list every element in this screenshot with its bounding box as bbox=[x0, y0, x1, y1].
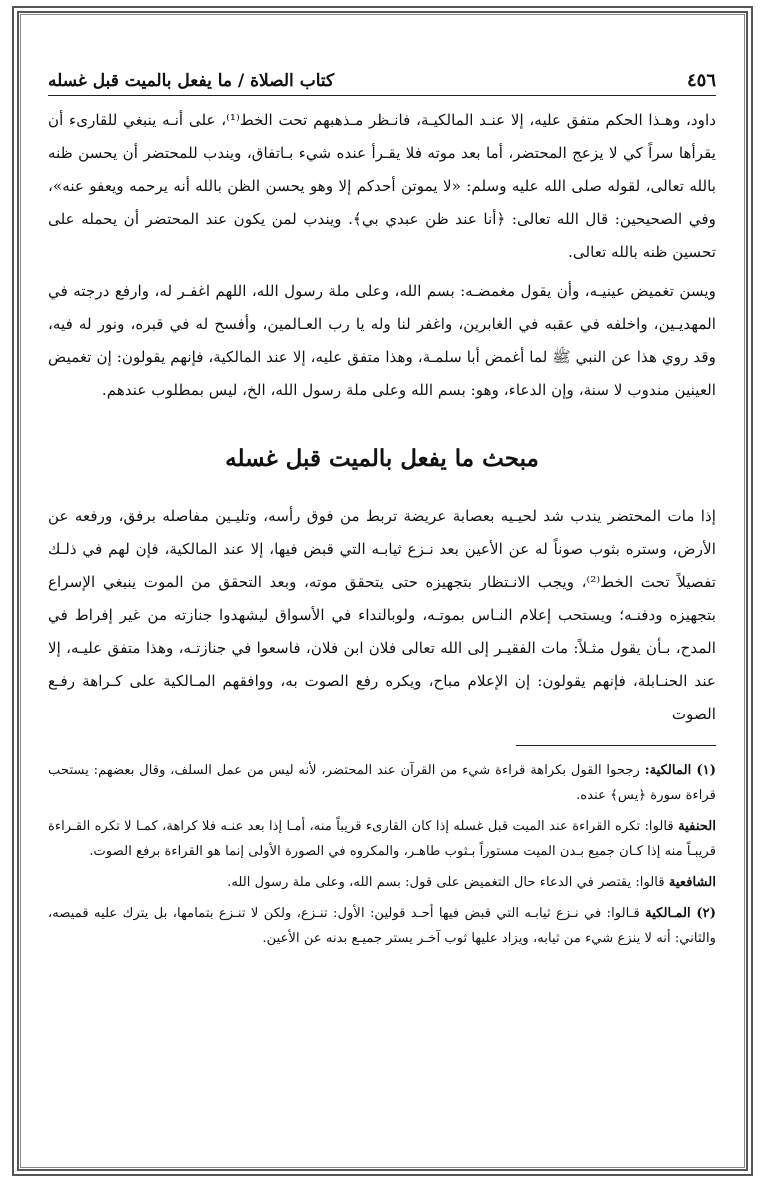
footnote-divider bbox=[516, 745, 716, 746]
page-content bbox=[48, 70, 716, 957]
section-title: مبحث ما يفعل بالميت قبل غسله bbox=[225, 445, 539, 472]
footnote bbox=[48, 758, 716, 808]
header-title: كتاب الصلاة / ما يفعل بالميت قبل غسله bbox=[48, 71, 335, 91]
paragraph-2: ويسن تغميض عينيـه، وأن يقول مغمضـه: بسم الله، وعلى ملة رسول الله، اللهم اغفـر له، وارفع درجته في المهديـين، واخلفه في عقبه في الغابرين، واغفر لنا وله يا رب العـالمين، وأفسح له في قبره، ونور له فيه، وقد روي هذا عن النبي ﷺ لما أغمض أبا سلمـة، وهذا متفق عليه، إلا عند المالكية، فإنهم يقولون: إن تغميض العينين مندوب لا سنة، وإن الدعاء، وهو: بسم الله وعلى ملة رسول الله، الخ، ليس بمطلوب عندهم. bbox=[48, 282, 716, 399]
section-paragraph: إذا مات المحتضر يندب شد لحيـيه بعصابة عريضة تربط من فوق رأسه، وتليـين مفاصله برفق، ورفعه عن الأرض، وستره بثوب صوناً له عن الأعين بعد نـزع ثيابـه التي قبض فيها، إلا عند المالكية، فإن لهم في ذلـك تفصيلاً تحت الخط⁽²⁾، ويجب الانـتظار بتجهيزه حتى يتحقق موته، وبعد التحقق من الموت ينبغي الإسراع بتجهيزه ودفنـه؛ ويستحب إعلام النـاس بموتـه، ولوبالنداء في الأسواق ليشهدوا جنازته من غير إفراط في المدح، بـأن يقول مثـلاً: مات الفقيـر إلى الله تعالى فلان ابن فلان، فاسعوا في جنازتـه، وهذا متفق عليـه، إلا عند الحنـابلة، فإنهم يقولون: إن الإعلام مباح، ويكره رفع الصوت به، ووافقهم المـالكية على كـراهة رفـع الصوت bbox=[48, 507, 717, 723]
footnote-text: قالوا: تكره القراءة عند الميت قبل غسله إذا كان القارىء قريباً منه، أمـا إذا بعد عنـه فلا كراهة، كمـا لا تكره القـراءة قريبـاً منه إذا كـان جميع بـدن الميت مستوراً بـثوب طاهـر، والمكروه في الصورة الأولى إنما هو القراءة برفع الصوت. bbox=[48, 819, 716, 859]
footnotes bbox=[48, 758, 716, 951]
footnote-text: رجحوا القول بكراهة قراءة شيء من القرآن عند المحتضر، لأنه ليس من عمل السلف، وقال بعضهم: يستحب قراءة سورة ﴿يس﴾ عنده. bbox=[48, 763, 716, 803]
footnote bbox=[48, 901, 716, 951]
footnote bbox=[48, 870, 716, 895]
footnote-text: قـالوا: في نـزع ثيابـه التي قبض فيها أحـد قولين: الأول: تنـزع، ولكن لا تنـزع بتمامها، بل يترك عليه قميصه، والثاني: أنه لا ينزع شيء من ثيابه، ويزاد عليها ثوب آخـر يستر جميـع بدنه عن الأعين. bbox=[48, 906, 716, 946]
footnote-label: الشافعية bbox=[668, 875, 716, 890]
footnote-text: قالوا: يقتصر في الدعاء حال التغميض على قول: بسم الله، وعلى ملة رسول الله. bbox=[227, 875, 669, 890]
footnote-label: (٢) المـالكية bbox=[645, 906, 716, 921]
running-header bbox=[48, 70, 716, 96]
page-number: ٤٥٦ bbox=[686, 70, 716, 91]
footnote bbox=[48, 814, 716, 864]
footnote-label: الحنفية bbox=[678, 819, 716, 834]
footnote-label: (١) المالكية: bbox=[644, 763, 716, 778]
paragraph-1: داود، وهـذا الحكم متفق عليه، إلا عنـد المالكيـة، فانـظر مـذهبهم تحت الخط⁽¹⁾، على أنـه ينبغي للقارىء أن يقرأها سراً كي لا يزعج المحتضر، أما بعد موته فلا يقـرأ عنده شيء بـاتفاق، ويندب للمحتضر أن يحسن ظنه بالله تعالى، لقوله صلى الله عليه وسلم: «لا يموتن أحدكم إلا وهو يحسن الظن بالله أنه يرحمه ويعفو عنه»، وفي الصحيحين: قال الله تعالى: ﴿أنا عند ظن عبدي بي﴾. ويندب لمن يكون عند المحتضر أن يحمله على تحسين ظنه بالله تعالى. bbox=[48, 111, 717, 261]
